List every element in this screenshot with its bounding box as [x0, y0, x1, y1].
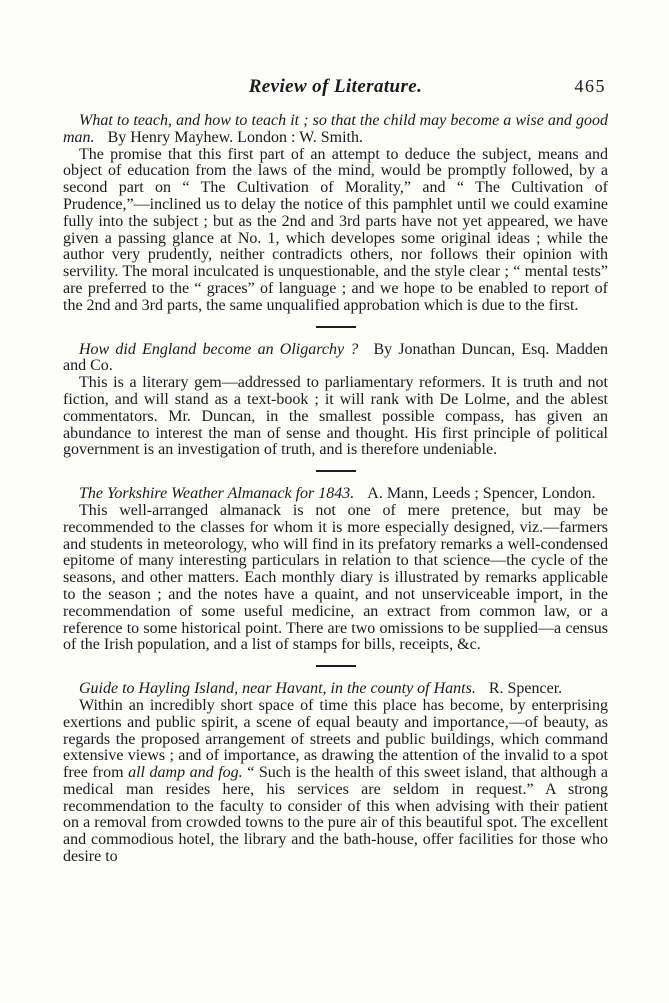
review-entry-mayhew [63, 113, 608, 315]
review-body-text: “ Such is the health of this sweet island, that although a medical man resides here, his services are seldom in request.” A strong recommendation to the faculty to consider of this when advising with their patient on a removal from crowded towns to the pure air of this beautiful spot. The excellent and commodious hotel, the library and the bath-house, offer facilities for those who desire to [63, 764, 609, 866]
page-number: 465 [574, 76, 606, 96]
review-entry-duncan [63, 342, 608, 460]
review-body: The promise that this first part of an attempt to deduce the subject, means and object of education from the laws of the mind, would be promptly followed, by a second part on “ The Cultivation of Morality,” and “ The Cultivation of Prudence,”—inclined us to delay the notice of this pamphlet until we could examine fully into the subject ; but as the 2nd and 3rd parts have not yet appeared, we have given a passing glance at No. 1, which developes some original ideas ; while the author very prudently, neither contradicts others, nor follows their opinion with servility. The moral inculcated is unquestionable, and the style clear ; “ mental tests” are preferred to the “ graces” of language ; and we hope to be enabled to report of the 2nd and 3rd parts, the same unqualified approbation which is due to the first. [63, 145, 608, 314]
review-title: What to teach, and how to teach it ; so that the child may become a wise and good man. [63, 112, 608, 146]
section-divider [316, 470, 356, 472]
review-heading [63, 486, 608, 503]
review-title: The Yorkshire Weather Almanack for 1843. [79, 485, 355, 503]
section-divider [316, 665, 356, 667]
review-title: Guide to Hayling Island, near Havant, in the county of Hants. [79, 680, 476, 698]
review-body [63, 698, 608, 866]
review-imprint: A. Mann, Leeds ; Spencer, London. [367, 485, 596, 503]
review-heading [63, 342, 608, 376]
section-divider [316, 326, 356, 328]
review-imprint: By Jonathan Duncan, Esq. Madden and Co. [63, 340, 608, 375]
review-imprint: R. Spencer. [488, 680, 563, 698]
review-body: This is a literary gem—addressed to parliamentary reformers. It is truth and not fiction, and will stand as a text-book ; it will rank with De Lolme, and the ablest commentators. Mr. Duncan, in the smallest possible compass, has given an abundance to interest the man of sense and thought. His first principle of political government is an investigation of truth, and is therefore undeniable. [63, 374, 608, 459]
review-heading [63, 113, 608, 147]
review-body-italic-phrase: all damp and fog. [128, 764, 243, 782]
page-header [63, 76, 608, 101]
review-heading [63, 681, 608, 698]
running-title: Review of Literature. [248, 76, 423, 97]
review-entry-hayling [63, 681, 608, 866]
review-body-text: Within an incredibly short space of time this place has become, by enterprising exertions and public spirit, a scene of equal beauty and importance,—of beauty, as regards the proposed arrangement of streets and public buildings, which command extensive views ; and of importance, as drawing the attention of the invalid to a spot free from [63, 696, 608, 782]
review-entry-almanack [63, 486, 608, 654]
review-body: This well-arranged almanack is not one of mere pretence, but may be recommended to the classes for whom it is more especially designed, viz.—farmers and students in meteorology, who will find in its prefatory remarks a well-condensed epitome of many interesting particulars in relation to that science—the cycle of the seasons, and other matters. Each monthly diary is illustrated by remarks applicable to the season ; and the notes have a quaint, and not unserviceable import, in the recommendation of some useful medicine, an extract from common law, or a reference to some historical point. There are two omissions to be supplied—a census of the Irish population, and a list of stamps for bills, receipts, &c. [63, 501, 608, 654]
review-imprint: By Henry Mayhew. London : W. Smith. [107, 128, 363, 146]
review-title: How did England become an Oligarchy ? [79, 340, 359, 358]
